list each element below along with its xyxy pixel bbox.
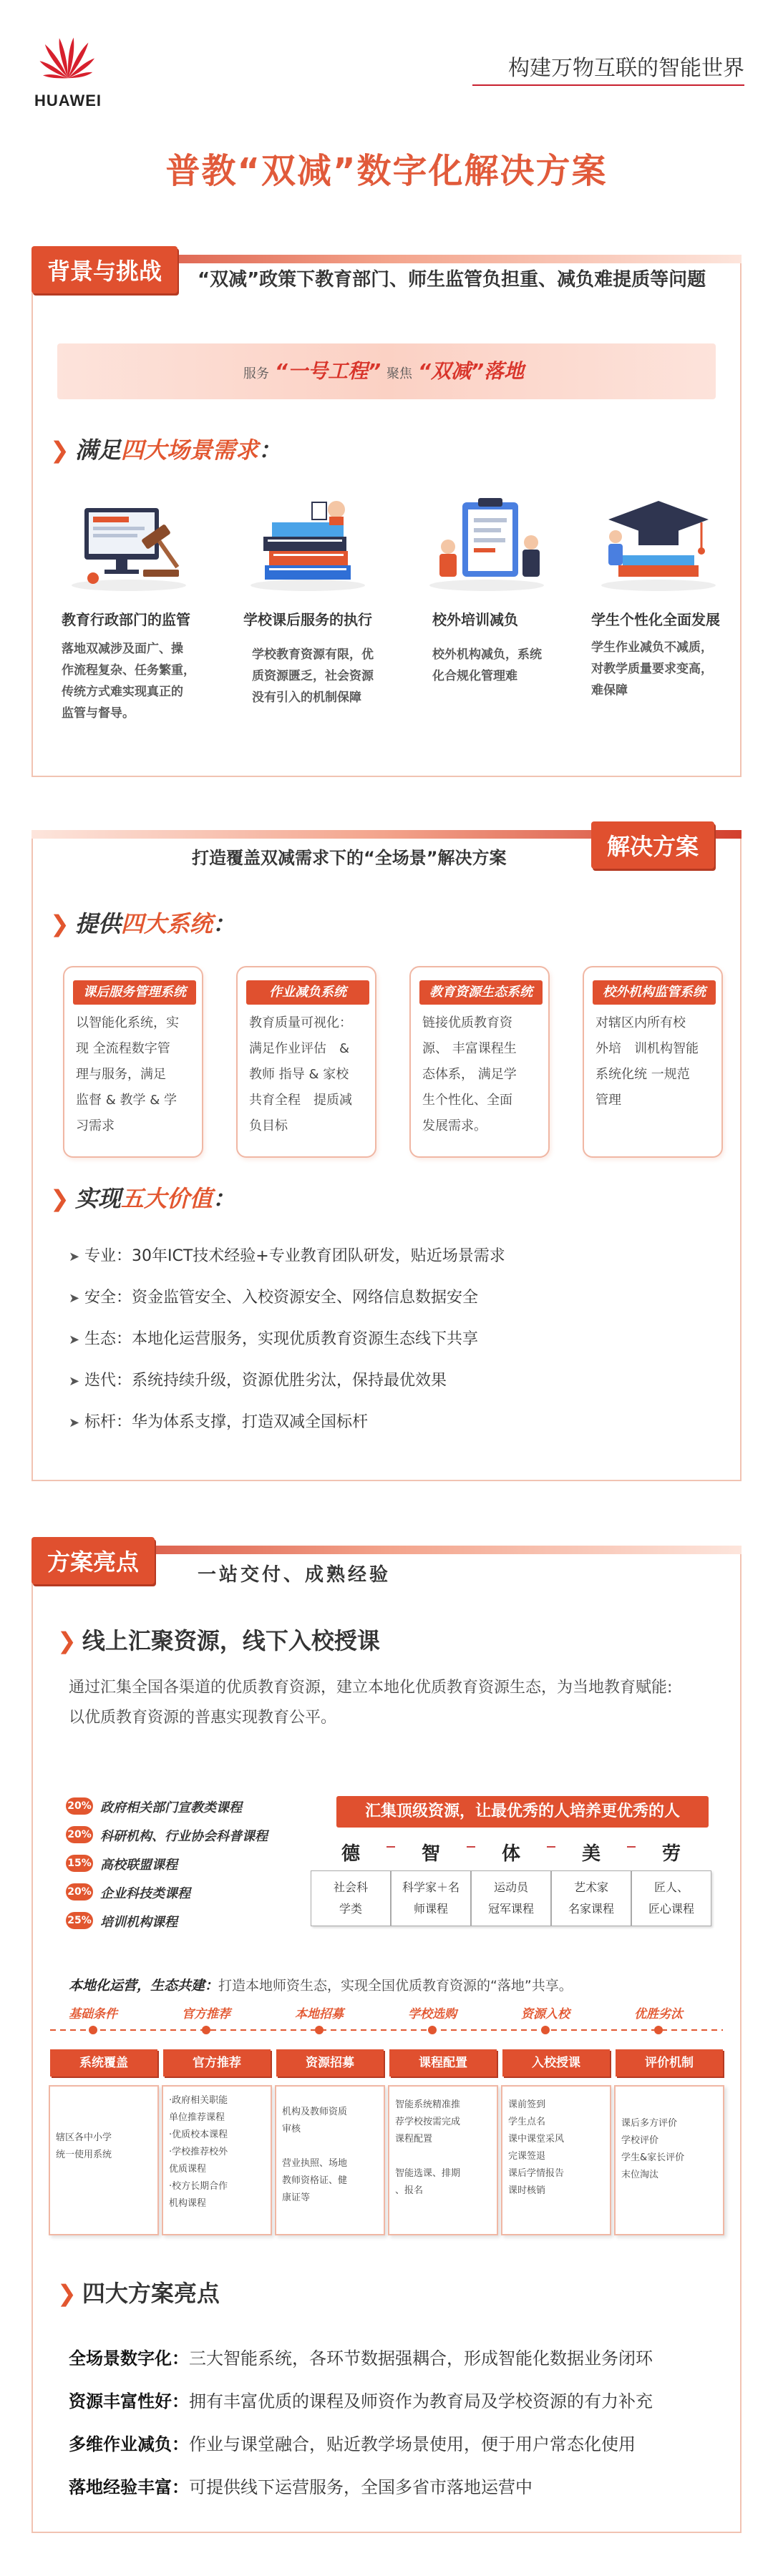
- chevron-right-icon: ❯: [57, 2280, 77, 2307]
- flow-head: 课程配置: [389, 2049, 497, 2077]
- flow-dot: [202, 2026, 210, 2034]
- source-label: 企业科技类课程: [100, 1886, 190, 1901]
- category-head: 德: [315, 1839, 386, 1865]
- flow-head: 系统覆盖: [50, 2049, 157, 2077]
- graduation-cap-illustration-icon: [594, 487, 723, 594]
- systems-heading: ❯ 提供四大系统：: [50, 910, 235, 937]
- flow-step: 基础条件: [69, 2007, 117, 2021]
- arrow-right-icon: ➤: [69, 1415, 80, 1430]
- system-card: [236, 966, 376, 1158]
- system-desc: 教育质量可视化： 满足作业评估 & 教师 指导 & 家校 共育全程 提质减 负目标: [249, 1015, 352, 1133]
- chevron-right-icon: ❯: [57, 1627, 77, 1654]
- category-box: 社会科 学类: [311, 1870, 391, 1926]
- system-name: 作业减负系统: [246, 980, 369, 1005]
- background-desc: “双减”政策下教育部门、师生监管负担重、减负难提质等问题: [198, 269, 706, 291]
- clipboard-people-illustration-icon: [422, 487, 551, 594]
- solution-tag: 解决方案: [591, 821, 714, 869]
- chevron-right-icon: ❯: [50, 1185, 69, 1212]
- scenes-heading: ❯ 满足四大场景需求：: [50, 436, 281, 464]
- system-card: [409, 966, 550, 1158]
- monitor-gavel-illustration-icon: [64, 487, 193, 594]
- category-head: 美: [555, 1839, 627, 1865]
- scene-desc: 学生作业减负不减质， 对教学质量要求变高， 难保障: [591, 640, 713, 698]
- arrow-right-icon: ➤: [69, 1291, 80, 1306]
- system-name: 课后服务管理系统: [73, 980, 196, 1005]
- scene-title: 校外培训减负: [432, 611, 518, 628]
- source-label: 高校联盟课程: [100, 1858, 178, 1873]
- highlights-tag: 方案亮点: [31, 1537, 155, 1584]
- flow-dot: [315, 2026, 324, 2034]
- highlight-line: 落地经验丰富：可提供线下运营服务，全国多省市落地运营中: [69, 2477, 533, 2497]
- value-item: ➤ 标杆：华为体系支撑，打造双减全国标杆: [69, 1413, 369, 1431]
- resource-paragraph: 通过汇集全国各渠道的优质教育资源，建立本地化优质教育资源生态，为当地教育赋能: 以优质教育资源的普惠实现教育公平。: [69, 1679, 673, 1727]
- category-box: 匠人、 匠心课程: [631, 1870, 711, 1926]
- flow-head: 资源招募: [276, 2049, 384, 2077]
- pct-badge: 20%: [66, 1826, 93, 1843]
- value-item: ➤ 安全：资金监管安全、入校资源安全、网络信息数据安全: [69, 1289, 479, 1307]
- flow-card: 课后多方评价 学校评价 学生&家长评价 末位淘汰: [614, 2085, 724, 2235]
- scene-desc: 校外机构减负，系统 化合规化管理难: [432, 648, 542, 683]
- system-name: 校外机构监管系统: [593, 980, 716, 1005]
- flow-card: 机构及教师资质 审核 营业执照、场地 教师资格证、健 康证等: [275, 2085, 385, 2235]
- slogan: 构建万物互联的智能世界: [508, 56, 744, 81]
- online-heading: ❯ 线上汇聚资源，线下入校授课: [57, 1627, 380, 1654]
- category-box: 科学家＋名 师课程: [391, 1870, 471, 1926]
- flow-step: 优胜劣汰: [634, 2007, 683, 2021]
- flow-head: 入校授课: [502, 2049, 610, 2077]
- scene-title: 教育行政部门的监管: [62, 611, 190, 628]
- top-resource-banner: 汇集顶级资源，让最优秀的人培养更优秀的人: [336, 1796, 709, 1828]
- pct-badge: 25%: [66, 1912, 93, 1929]
- scene-desc: 学校教育资源有限，优 质资源匮乏，社会资源 没有引入的机制保障: [252, 648, 374, 705]
- brand-name: HUAWEI: [34, 92, 102, 109]
- highlight-line: 多维作业减负：作业与课堂融合，贴近教学场景使用，便于用户常态化使用: [69, 2434, 636, 2454]
- mission-banner: 服务 “一号工程” 聚焦 “双减”落地: [57, 343, 716, 399]
- chevron-right-icon: ❯: [50, 910, 69, 937]
- flow-step: 学校选购: [408, 2007, 457, 2021]
- system-desc: 以智能化系统，实 现 全流程数字管 理与服务，满足 监督 & 教学 & 学 习需求: [76, 1015, 179, 1133]
- pct-badge: 20%: [66, 1883, 93, 1901]
- category-head: 劳: [636, 1839, 707, 1865]
- system-name: 教育资源生态系统: [419, 980, 543, 1005]
- scene-title: 学校课后服务的执行: [243, 611, 372, 628]
- system-desc: 链接优质教育资 源、 丰富课程生 态体系， 满足学 生个性化、全面 发展需求。: [422, 1015, 517, 1133]
- flow-card: 课前签到 学生点名 课中课堂采风 完课签退 课后学情报告 课时核销: [501, 2085, 611, 2235]
- category-box: 艺术家 名家课程: [551, 1870, 631, 1926]
- category-box: 运动员 冠军课程: [471, 1870, 551, 1926]
- flow-card: ·政府相关职能 单位推荐课程 ·优质校本课程 ·学校推荐校外 优质课程 ·校方长期合作 机构课程: [162, 2085, 272, 2235]
- category-head: 智: [395, 1839, 467, 1865]
- highlight-line: 资源丰富性好：拥有丰富优质的课程及师资作为教育局及学校资源的有力补充: [69, 2391, 653, 2411]
- flow-step: 资源入校: [521, 2007, 570, 2021]
- local-operation-line: 本地化运营，生态共建：打造本地师资生态，实现全国优质教育资源的“落地”共享。: [69, 1978, 573, 1994]
- flow-dot: [428, 2026, 437, 2034]
- category-head: 体: [475, 1839, 547, 1865]
- system-card: [583, 966, 723, 1158]
- huawei-logo-icon: [29, 21, 107, 100]
- slogan-underline: [472, 84, 744, 86]
- arrow-right-icon: ➤: [69, 1374, 80, 1389]
- flow-head: 评价机制: [616, 2049, 723, 2077]
- value-item: ➤ 迭代：系统持续升级，资源优胜劣汰，保持最优效果: [69, 1372, 447, 1390]
- highlights-desc: 一站交付、成熟经验: [198, 1564, 392, 1586]
- value-item: ➤ 专业：30年ICT技术经验+专业教育团队研发，贴近场景需求: [69, 1247, 505, 1265]
- scene-desc: 落地双减涉及面广、操 作流程复杂、任务繁重， 传统方式难实现真正的 监管与督导。: [62, 642, 195, 721]
- system-desc: 对辖区内所有校 外培 训机构智能 系统化统 一规范 管理: [595, 1015, 699, 1108]
- flow-step: 本地招募: [295, 2007, 344, 2021]
- stacked-books-illustration-icon: [243, 487, 372, 594]
- flow-timeline: [50, 2029, 723, 2031]
- source-label: 科研机构、行业协会科普课程: [100, 1829, 268, 1844]
- solution-desc: 打造覆盖双减需求下的“全场景”解决方案: [192, 848, 507, 868]
- arrow-right-icon: ➤: [69, 1249, 80, 1264]
- flow-card: 辖区各中小学 统一使用系统: [49, 2085, 159, 2235]
- four-highlights-heading: ❯ 四大方案亮点: [57, 2280, 220, 2307]
- values-heading: ❯ 实现五大价值：: [50, 1185, 235, 1212]
- flow-dot: [654, 2026, 663, 2034]
- system-card: [63, 966, 203, 1158]
- flow-dot: [89, 2026, 97, 2034]
- background-tag: 背景与挑战: [31, 246, 178, 293]
- page-title: 普教“双减”数字化解决方案: [165, 151, 608, 191]
- source-label: 培训机构课程: [100, 1915, 178, 1930]
- chevron-right-icon: ❯: [50, 436, 69, 464]
- flow-head: 官方推荐: [163, 2049, 271, 2077]
- scene-title: 学生个性化全面发展: [591, 611, 720, 628]
- arrow-right-icon: ➤: [69, 1332, 80, 1347]
- source-label: 政府相关部门宣教类课程: [100, 1800, 242, 1815]
- highlight-line: 全场景数字化：三大智能系统，各环节数据强耦合，形成智能化数据业务闭环: [69, 2348, 653, 2368]
- pct-badge: 15%: [66, 1855, 93, 1872]
- value-item: ➤ 生态：本地化运营服务，实现优质教育资源生态线下共享: [69, 1330, 479, 1348]
- flow-step: 官方推荐: [182, 2007, 230, 2021]
- flow-card: 智能系统精准推 荐学校按需完成 课程配置 智能选课、排期 、报名: [388, 2085, 498, 2235]
- pct-badge: 20%: [66, 1797, 93, 1815]
- flow-dot: [541, 2026, 550, 2034]
